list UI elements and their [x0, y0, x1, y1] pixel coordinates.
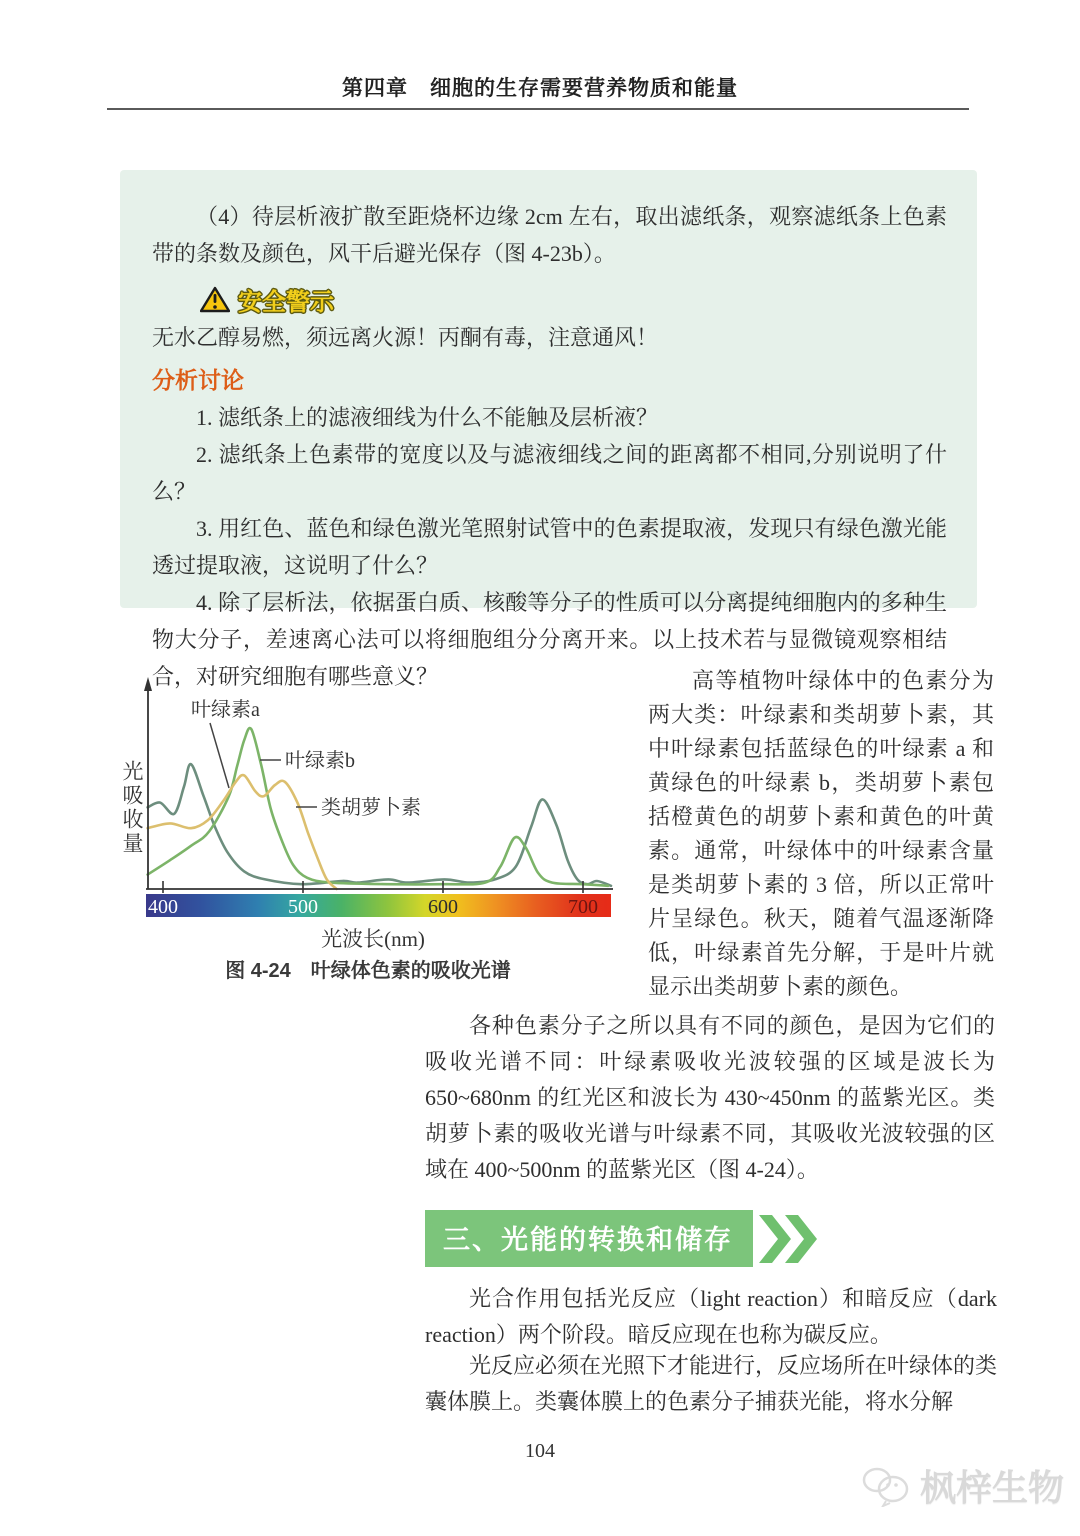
curve-叶绿素a [148, 764, 611, 886]
chlorophyll-a-leader-line [210, 723, 229, 788]
spectrum-bar [146, 894, 611, 917]
section-banner [425, 1210, 821, 1267]
discussion-question-3: 3. 用红色、蓝色和绿色激光笔照射试管中的色素提取液，发现只有绿色激光能透过提取液，这说明了什么？ [152, 516, 947, 578]
discussion-title: 分析讨论 [152, 367, 244, 393]
svg-text:500: 500 [288, 896, 318, 918]
svg-text:400: 400 [148, 896, 178, 918]
safety-warning-header [200, 282, 947, 317]
safety-warning-text: 无水乙醇易燃，须远离火源！丙酮有毒，注意通风！ [152, 325, 659, 350]
chlorophyll-b-label: 叶绿素b [285, 750, 355, 772]
absorption-spectrum-chart [113, 666, 650, 952]
double-chevron-icon [759, 1215, 821, 1263]
paragraph-pigment-classes: 高等植物叶绿体中的色素分为两大类：叶绿素和类胡萝卜素，其中叶绿素包括蓝绿色的叶绿素 a 和黄绿色的叶绿素 b，类胡萝卜素包括橙黄色的胡萝卜素和黄色的叶黄素。通常，叶绿体中的叶绿素含量是类胡萝卜素的 3 倍，所以正常叶片呈绿色。秋天，随着气温逐渐降低，叶绿素首先分解，于是叶片就显示出类胡萝卜素的颜色。 [648, 668, 994, 999]
paragraph-photosynthesis-stages: 光合作用包括光反应（light reaction）和暗反应（dark reaction）两个阶段。暗反应现在也称为碳反应。 [425, 1286, 997, 1347]
paragraph-absorption-spectra: 各种色素分子之所以具有不同的颜色，是因为它们的吸收光谱不同：叶绿素吸收光波较强的区域是波长为650~680nm 的红光区和波长为 430~450nm 的蓝紫光区。类胡萝卜素的吸收光谱与叶绿素不同，其吸收光波较强的区域在 400~500nm 的蓝紫光区（图 4-24）。 [425, 1013, 995, 1182]
discussion-question-1: 1. 滤纸条上的滤液细线为什么不能触及层析液？ [196, 405, 659, 430]
curve-类胡萝卜素 [148, 775, 337, 889]
chapter-header: 第四章 细胞的生存需要营养物质和能量 [342, 76, 738, 100]
activity-box [120, 170, 977, 689]
paragraph-light-reaction: 光反应必须在光照下才能进行，反应场所在叶绿体的类囊体膜上。类囊体膜上的色素分子捕获光能，将水分解 [425, 1353, 998, 1414]
absorption-spectrum-figure [113, 666, 650, 1000]
watermark-logo-icon [862, 1465, 914, 1507]
discussion-question-2: 2. 滤纸条上色素带的宽度以及与滤液细线之间的距离都不相同,分别说明了什么？ [152, 442, 947, 504]
header-divider [107, 108, 969, 110]
watermark [862, 1460, 1064, 1511]
step4-paragraph: （4）待层析液扩散至距烧杯边缘 2cm 左右，取出滤纸条，观察滤纸条上色素带的条数及颜色，风干后避光保存（图 4-23b）。 [152, 204, 947, 266]
safety-warning-title: 安全警示 [238, 289, 334, 316]
y-axis-title: 光吸收量 [120, 760, 144, 856]
chlorophyll-a-label: 叶绿素a [191, 699, 260, 721]
figure-caption: 图 4-24 叶绿体色素的吸收光谱 [225, 960, 511, 982]
warning-triangle-icon [200, 286, 230, 313]
page-number: 104 [525, 1440, 555, 1462]
svg-text:700: 700 [568, 896, 598, 918]
x-axis-title: 光波长(nm) [321, 927, 425, 951]
carotenoid-label: 类胡萝卜素 [321, 797, 421, 819]
discussion-question-4: 4. 除了层析法，依据蛋白质、核酸等分子的性质可以分离提纯细胞内的多种生物大分子，差速离心法可以将细胞组分分离开来。以上技术若与显微镜观察相结合，对研究细胞有哪些意义？ [152, 590, 947, 689]
y-axis-arrow [144, 677, 152, 691]
watermark-text: 枫梓生物 [919, 1467, 1064, 1508]
svg-text:600: 600 [428, 896, 458, 918]
section-title: 三、光能的转换和储存 [425, 1210, 753, 1267]
